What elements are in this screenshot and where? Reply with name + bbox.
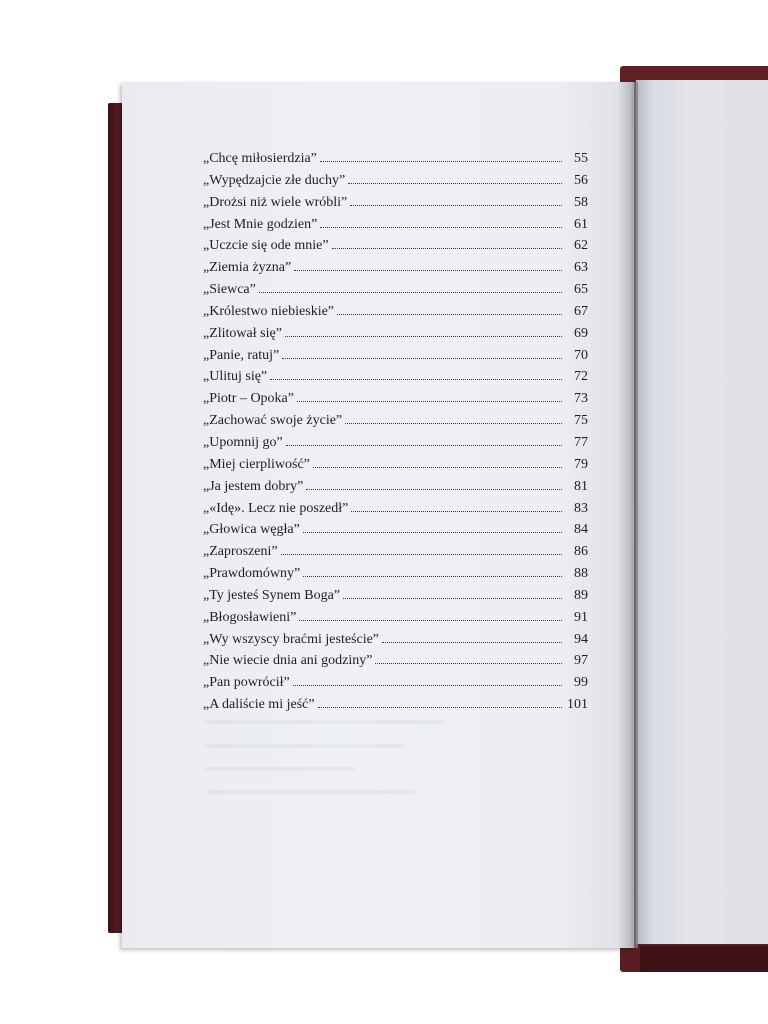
toc-entry-title: „Jest Mnie godzien”: [203, 216, 318, 232]
toc-page-number: 81: [574, 478, 588, 494]
toc-page-number: 101: [567, 697, 588, 713]
bleed-through-mark: [205, 790, 415, 794]
toc-dot-leader: [303, 576, 562, 577]
toc-dot-leader: [285, 336, 562, 337]
toc-entry-title: „Zachować swoje życie”: [203, 413, 343, 429]
toc-entry-title: „Głowica węgła”: [203, 522, 300, 538]
right-blank-page: [636, 80, 768, 944]
toc-entry: [203, 588, 588, 610]
toc-entry: [203, 457, 588, 479]
toc-page-number: 55: [574, 151, 588, 166]
toc-entry: [203, 479, 588, 501]
bleed-through-mark: [205, 744, 405, 748]
toc-entry: [203, 501, 588, 523]
toc-page-number: 91: [574, 609, 588, 625]
toc-page-number: 79: [574, 456, 588, 472]
toc-entry: [203, 653, 588, 675]
toc-entry-title: „Panie, ratuj”: [203, 347, 280, 363]
toc-entry-title: „Siewca”: [203, 282, 256, 298]
toc-entry-title: „Uczcie się ode mnie”: [203, 238, 329, 254]
toc-dot-leader: [286, 445, 562, 446]
toc-page-number: 94: [574, 631, 588, 647]
toc-entry: [203, 260, 588, 282]
toc-entry-title: „Pan powrócił”: [203, 675, 290, 691]
toc-page-number: 73: [574, 391, 588, 407]
toc-entry: [203, 151, 588, 173]
toc-entry-title: „Błogosławieni”: [203, 609, 297, 625]
toc-page-number: 86: [574, 544, 588, 560]
bleed-through-mark: [205, 720, 445, 724]
toc-page-number: 70: [574, 347, 588, 363]
toc-dot-leader: [320, 161, 562, 162]
toc-page-number: 89: [574, 587, 588, 603]
toc-page-number: 72: [574, 369, 588, 385]
toc-entry-title: „Miej cierpliwość”: [203, 456, 310, 472]
toc-entry: [203, 413, 588, 435]
toc-entry: [203, 391, 588, 413]
toc-entry-title: „Drożsi niż wiele wróbli”: [203, 194, 348, 210]
toc-entry: [203, 675, 588, 697]
toc-dot-leader: [337, 314, 562, 315]
toc-dot-leader: [306, 489, 562, 490]
toc-entry-title: „Ja jestem dobry”: [203, 478, 304, 494]
bleed-through-mark: [205, 767, 355, 771]
toc-entry: [203, 217, 588, 239]
toc-entry: [203, 544, 588, 566]
toc-page-number: 63: [574, 260, 588, 276]
toc-dot-leader: [270, 379, 562, 380]
toc-page-number: 97: [574, 653, 588, 669]
toc-entry: [203, 697, 588, 719]
toc-dot-leader: [281, 554, 562, 555]
toc-page-number: 84: [574, 522, 588, 538]
toc-dot-leader: [318, 707, 562, 708]
toc-dot-leader: [259, 292, 562, 293]
toc-entry-title: „Ty jesteś Synem Boga”: [203, 587, 341, 603]
toc-entry-title: „«Idę». Lecz nie poszedł”: [203, 500, 349, 516]
toc-entry-title: „Wypędzajcie złe duchy”: [203, 172, 346, 188]
toc-page-number: 61: [574, 216, 588, 232]
toc-dot-leader: [282, 358, 562, 359]
toc-page-number: 56: [574, 172, 588, 188]
toc-page-number: 75: [574, 413, 588, 429]
toc-dot-leader: [351, 511, 562, 512]
toc-entry: [203, 348, 588, 370]
toc-dot-leader: [303, 532, 562, 533]
table-of-contents: [203, 151, 588, 719]
toc-entry: [203, 522, 588, 544]
toc-page-number: 88: [574, 566, 588, 582]
toc-dot-leader: [320, 227, 562, 228]
toc-entry-title: „Ziemia żyzna”: [203, 260, 292, 276]
toc-entry: [203, 566, 588, 588]
toc-dot-leader: [382, 642, 562, 643]
toc-dot-leader: [299, 620, 562, 621]
toc-entry-title: „Królestwo niebieskie”: [203, 303, 335, 319]
toc-page-number: 65: [574, 282, 588, 298]
book-cover-bottom-corner: [640, 946, 768, 972]
toc-entry: [203, 173, 588, 195]
toc-page-number: 58: [574, 194, 588, 210]
toc-dot-leader: [297, 401, 562, 402]
toc-entry-title: „Piotr – Opoka”: [203, 391, 294, 407]
toc-dot-leader: [345, 423, 562, 424]
toc-entry: [203, 632, 588, 654]
toc-entry: [203, 238, 588, 260]
toc-entry-title: „Nie wiecie dnia ani godziny”: [203, 653, 373, 669]
toc-entry: [203, 326, 588, 348]
toc-dot-leader: [332, 248, 562, 249]
toc-entry: [203, 610, 588, 632]
toc-entry-title: „Upomnij go”: [203, 434, 283, 450]
toc-entry-title: „Zlitował się”: [203, 325, 282, 341]
toc-entry-title: „Prawdomówny”: [203, 566, 301, 582]
toc-entry: [203, 195, 588, 217]
toc-dot-leader: [375, 663, 562, 664]
toc-dot-leader: [343, 598, 562, 599]
toc-entry-title: „Ulituj się”: [203, 369, 268, 385]
toc-dot-leader: [293, 685, 562, 686]
toc-entry: [203, 282, 588, 304]
toc-page-number: 69: [574, 325, 588, 341]
toc-entry-title: „Chcę miłosierdzia”: [203, 151, 317, 166]
toc-entry: [203, 435, 588, 457]
page-gutter-shadow: [618, 82, 638, 948]
toc-entry-title: „A daliście mi jeść”: [203, 697, 315, 713]
toc-dot-leader: [294, 270, 562, 271]
toc-entry-title: „Zaproszeni”: [203, 544, 278, 560]
toc-page-number: 83: [574, 500, 588, 516]
toc-dot-leader: [348, 183, 562, 184]
toc-dot-leader: [350, 205, 562, 206]
toc-dot-leader: [313, 467, 562, 468]
toc-page-number: 62: [574, 238, 588, 254]
toc-entry-title: „Wy wszyscy braćmi jesteście”: [203, 631, 380, 647]
toc-page-number: 67: [574, 303, 588, 319]
toc-entry: [203, 304, 588, 326]
toc-page-number: 77: [574, 434, 588, 450]
toc-entry: [203, 369, 588, 391]
toc-page-number: 99: [574, 675, 588, 691]
